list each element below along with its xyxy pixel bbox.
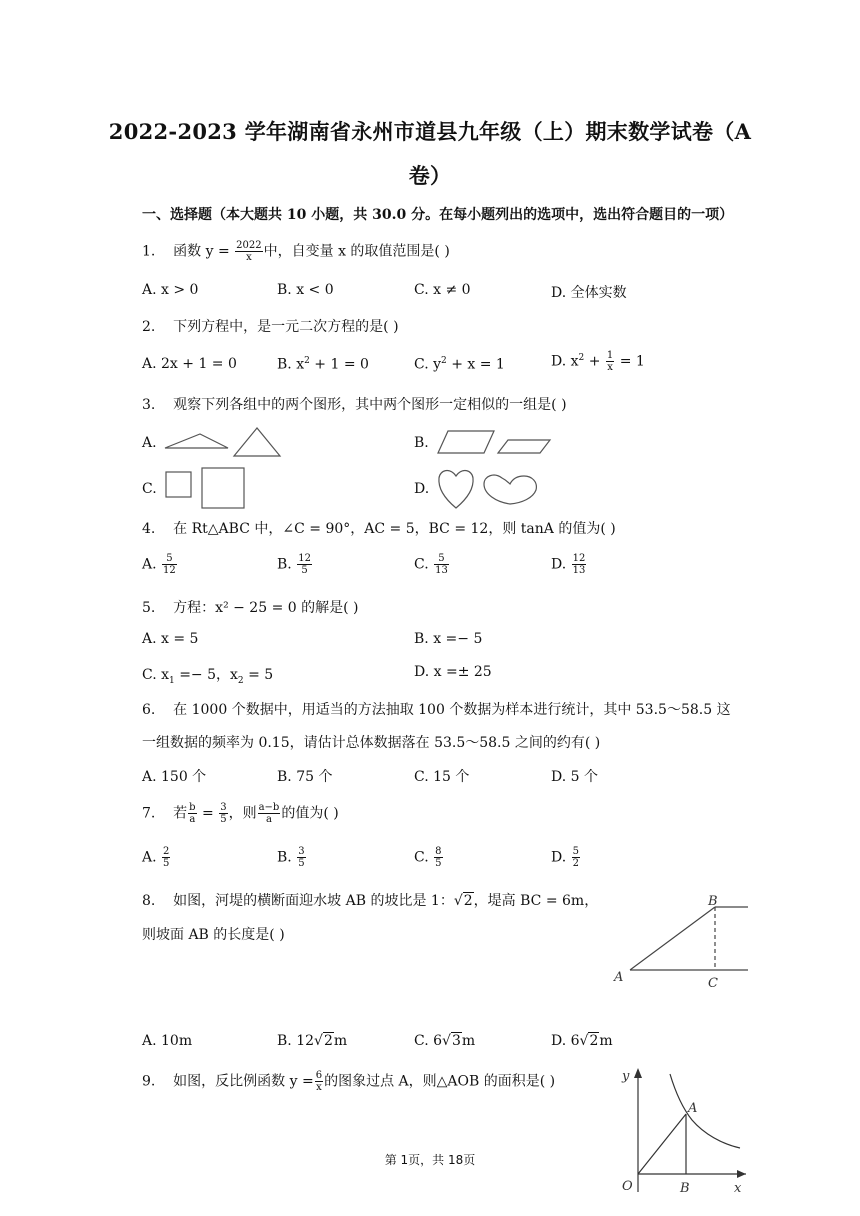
q2-option-c: C. $y^2 + x = 1$ (414, 356, 505, 373)
q1-option-b: B. x < 0 (277, 282, 334, 298)
q4-option-a: A. $\frac{5}{12}$ (142, 553, 176, 576)
q7-option-a: A. $\frac{2}{5}$ (142, 846, 170, 869)
q5-option-c: C. $x_1 =- 5$，$x_2 = 5$ (142, 667, 274, 686)
q8-option-b: B. 12√2m (277, 1033, 348, 1049)
question-number: 5. (142, 600, 156, 616)
slope-ab (630, 907, 715, 970)
parallelogram-1 (438, 431, 494, 453)
question-8: 8. 如图，河堤的横断面迎水坡 AB 的坡比是 1：√2，堤高 BC = 6m， (142, 893, 599, 909)
question-text: 在 Rt△ABC 中，∠C = 90°，AC = 5，BC = 12，则 tanA 的值为( ) (173, 521, 616, 537)
question-5 (142, 597, 359, 617)
heart-1 (439, 470, 473, 508)
q6-option-b: B. 75 个 (277, 769, 333, 785)
question-number: 1. (142, 243, 156, 260)
label-o: O (622, 1179, 633, 1194)
question-6 (142, 699, 731, 719)
q8-option-d: D. 6√2m (551, 1033, 613, 1049)
q5-option-a: A. x = 5 (142, 631, 199, 647)
q3-figure-hearts (436, 466, 542, 512)
question-text: 在 1000 个数据中，用适当的方法抽取 100 个数据为样本进行统计，其中 53.5～58.5 这 (173, 702, 731, 718)
large-square (202, 468, 244, 508)
label-c: C (708, 976, 718, 991)
question-text: 观察下列各组中的两个图形，其中两个图形一定相似的一组是( ) (173, 397, 567, 413)
question-9: 9. 如图，反比例函数 y = $\frac{6}{x}$ 的图象过点 A，则△AOB 的面积是( ) (142, 1070, 556, 1093)
q3-figure-triangles (162, 424, 287, 460)
question-text: 下列方程中，是一元二次方程的是( ) (173, 319, 399, 335)
question-number: 3. (142, 397, 156, 413)
q7-option-d: D. $\frac{5}{2}$ (551, 846, 580, 869)
q4-option-c: C. $\frac{5}{13}$ (414, 553, 448, 576)
section-heading: 一、选择题（本大题共 10 小题，共 30.0 分。在每小题列出的选项中，选出符合题目的一项） (142, 207, 734, 223)
q6-option-a: A. 150 个 (142, 769, 207, 785)
question-6-continued: 一组数据的频率为 0.15，请估计总体数据落在 53.5～58.5 之间的约有( ) (142, 735, 601, 751)
question-1 (142, 240, 450, 263)
q8-option-a: A. 10m (142, 1033, 193, 1049)
q5-option-d: D. x =± 25 (414, 664, 492, 680)
q4-option-d: D. $\frac{12}{13}$ (551, 553, 586, 576)
q1-option-c: C. x ≠ 0 (414, 282, 471, 298)
label-x: x (734, 1181, 742, 1196)
exam-title-line1: 2022-2023 学年湖南省永州市道县九年级（上）期末数学试卷（A (108, 119, 752, 144)
page-footer: 第 1页，共 18页 (384, 1153, 476, 1167)
question-2 (142, 316, 399, 336)
question-7: 7. 若 $\frac{b}{a}$ = $\frac{3}{5}$ ，则 $\frac{a-b}{a}$ 的值为( ) (142, 802, 339, 825)
question-4 (142, 518, 616, 538)
label-b: B (708, 894, 718, 909)
label-a: A (614, 970, 624, 985)
heart-2 (484, 475, 536, 504)
question-text: 方程：x² − 25 = 0 的解是( ) (173, 600, 359, 616)
q3-option-c: C. (142, 481, 157, 497)
q6-option-d: D. 5 个 (551, 769, 598, 785)
y-axis-arrow (634, 1068, 642, 1078)
obtuse-triangle (165, 434, 228, 448)
question-number: 9. (142, 1073, 156, 1090)
q3-figure-squares (164, 466, 248, 510)
q1-option-d: D. 全体实数 (551, 285, 627, 301)
question-number: 4. (142, 521, 156, 537)
q1-option-a: A. x > 0 (142, 282, 199, 298)
parallelogram-2 (498, 440, 550, 453)
q8-slope-diagram (612, 892, 752, 990)
question-3 (142, 394, 567, 414)
hyperbola-curve (670, 1074, 740, 1148)
q3-option-d: D. (414, 481, 430, 497)
q3-option-a: A. (142, 435, 157, 451)
question-text: 中，自变量 x 的取值范围是( ) (263, 243, 450, 260)
label-a: A (688, 1101, 698, 1116)
question-number: 8. (142, 893, 156, 909)
label-b: B (680, 1181, 690, 1196)
q4-option-b: B. $\frac{12}{5}$ (277, 553, 311, 576)
small-square (166, 472, 191, 497)
question-text: 函数 y = (173, 243, 230, 260)
x-axis-arrow (737, 1170, 746, 1178)
q7-option-c: C. $\frac{8}{5}$ (414, 846, 442, 869)
exam-title-line2: 卷） (408, 163, 452, 188)
question-number: 6. (142, 702, 156, 718)
q2-option-b: B. $x^2 + 1 = 0$ (277, 356, 369, 373)
q9-coordinate-diagram (606, 1064, 754, 1198)
question-8-continued: 则坡面 AB 的长度是( ) (142, 927, 285, 943)
acute-triangle (234, 428, 280, 456)
q3-figure-parallelograms (436, 428, 556, 456)
q3-option-b: B. (414, 435, 429, 451)
q2-option-a: A. 2x + 1 = 0 (142, 356, 237, 372)
question-number: 2. (142, 319, 156, 335)
q7-option-b: B. $\frac{3}{5}$ (277, 846, 305, 869)
q2-option-d: D. $x^2$ + $\frac{1}{x}$ = 1 (551, 350, 645, 373)
q8-option-c: C. 6√3m (414, 1033, 476, 1049)
q5-option-b: B. x =− 5 (414, 631, 483, 647)
label-y: y (622, 1069, 630, 1084)
question-number: 7. (142, 805, 156, 822)
fraction: $\frac{2022}{x}$ (236, 240, 262, 263)
q6-option-c: C. 15 个 (414, 769, 470, 785)
